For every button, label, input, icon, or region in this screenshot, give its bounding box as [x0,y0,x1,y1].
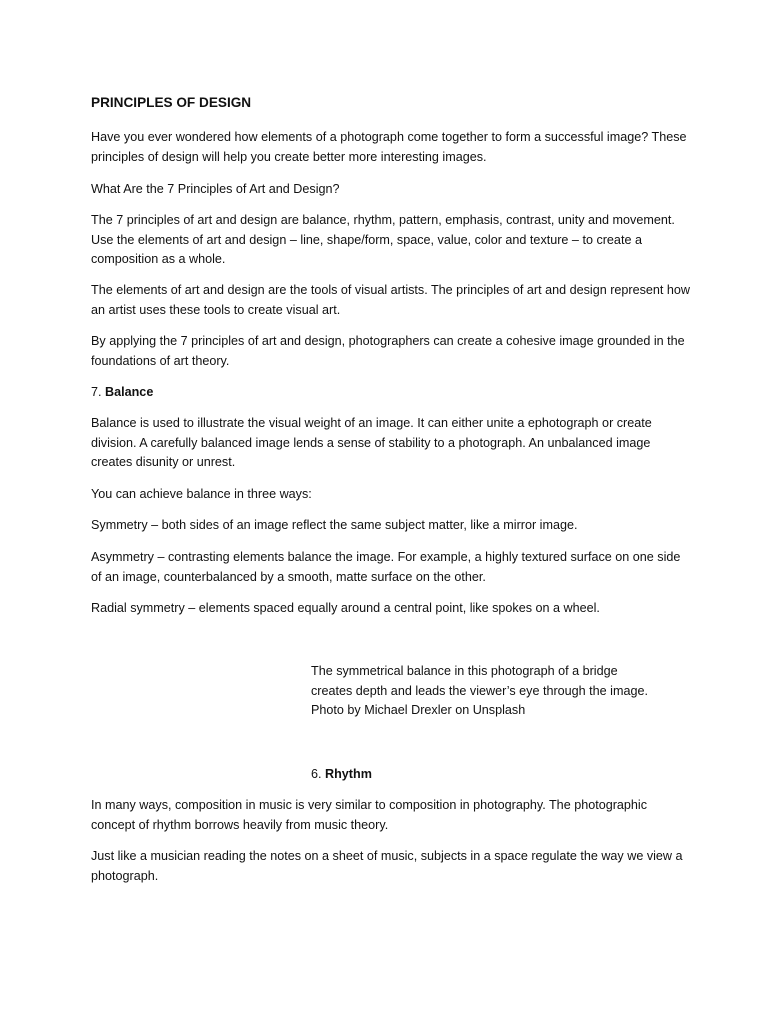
rhythm-paragraph-1: In many ways, composition in music is very similar to composition in photography. The photographic concept of rhythm borrows heavily from music theory. [91,798,648,832]
symmetry-paragraph: Symmetry – both sides of an image reflect the same subject matter, like a mirror image. [91,518,578,532]
balance-heading-label: Balance [105,385,154,399]
applying-paragraph: By applying the 7 principles of art and design, photographers can create a cohesive image grounded in the foundations of art theory. [91,334,685,368]
radial-symmetry-paragraph: Radial symmetry – elements spaced equally around a central point, like spokes on a wheel. [91,601,600,615]
photo-caption: The symmetrical balance in this photograph of a bridge creates depth and leads the viewer’s eye through the image. Photo by Michael Drexler on Unsplash [311,664,648,717]
principles-paragraph: The 7 principles of art and design are balance, rhythm, pattern, emphasis, contrast, unity and movement. Use the elements of art and design – line, shape/form, space, value, color and texture – to create a composition as a whole. [91,213,675,266]
rhythm-heading [311,765,651,785]
page-title: PRINCIPLES OF DESIGN [91,95,252,110]
rhythm-heading-label: Rhythm [325,767,372,781]
balance-ways-paragraph: You can achieve balance in three ways: [91,487,312,501]
balance-paragraph: Balance is used to illustrate the visual weight of an image. It can either unite a ephotograph or create division. A carefully balanced image lends a sense of stability to a photograph. An unbalanced image creates disunity or unrest. [91,416,652,469]
rhythm-paragraph-2: Just like a musician reading the notes on a sheet of music, subjects in a space regulate the way we view a photograph. [91,849,683,883]
balance-heading [91,383,691,403]
balance-number: 7. [91,385,106,399]
intro-paragraph: Have you ever wondered how elements of a photograph come together to form a successful image? These principles of design will help you create better more interesting images. [91,130,687,164]
tools-paragraph: The elements of art and design are the tools of visual artists. The principles of art and design represent how an artist uses these tools to create visual art. [91,283,691,317]
question-paragraph: What Are the 7 Principles of Art and Design? [91,182,340,196]
asymmetry-paragraph: Asymmetry – contrasting elements balance the image. For example, a highly textured surface on one side of an image, counterbalanced by a smooth, matte surface on the other. [91,550,681,584]
rhythm-number: 6. [311,767,326,781]
